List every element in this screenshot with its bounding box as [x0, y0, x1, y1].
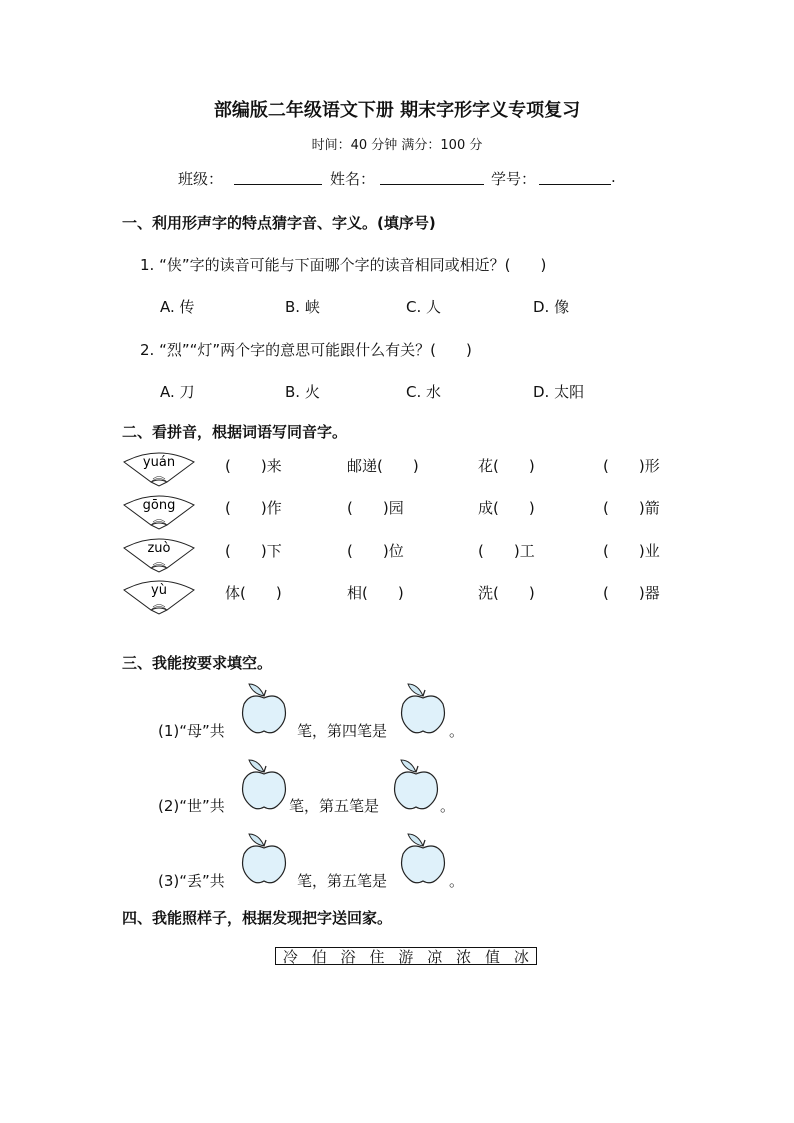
apple-blank-icon[interactable] — [398, 680, 448, 736]
stroke-question-2: (2)“世”共 — [158, 797, 225, 815]
blank-cell[interactable]: 成( ) — [478, 499, 535, 517]
q2-option-b[interactable]: B. 火 — [285, 383, 320, 401]
stroke-question-1-mid: 笔，第四笔是 — [297, 722, 388, 740]
name-field[interactable] — [380, 170, 484, 185]
blank-cell[interactable]: ( )箭 — [603, 499, 660, 517]
char-item: 冰 — [513, 947, 529, 966]
blank-cell[interactable]: ( )器 — [603, 584, 660, 602]
blank-cell[interactable]: 相( ) — [347, 584, 404, 602]
fan-icon — [122, 534, 196, 574]
q2-option-d[interactable]: D. 太阳 — [533, 383, 585, 401]
info-end: . — [611, 168, 616, 186]
section4-heading: 四、我能照样子，根据发现把字送回家。 — [122, 909, 393, 927]
stroke-question-3-end: 。 — [449, 872, 465, 890]
char-item: 冷 — [282, 947, 298, 966]
question-1: 1. “侠”字的读音可能与下面哪个字的读音相同或相近？( ) — [140, 256, 547, 274]
blank-cell[interactable]: ( )园 — [347, 499, 404, 517]
q1-option-a[interactable]: A. 传 — [160, 298, 195, 316]
stroke-question-2-end: 。 — [440, 797, 456, 815]
char-item: 游 — [398, 947, 414, 966]
section3-heading: 三、我能按要求填空。 — [122, 654, 273, 672]
stroke-question-3: (3)“丢”共 — [158, 872, 225, 890]
blank-cell[interactable]: ( )下 — [225, 542, 282, 560]
fan-icon — [122, 448, 196, 488]
exam-time-score: 时间：40 分钟 满分：100 分 — [311, 138, 483, 153]
q1-option-d[interactable]: D. 像 — [533, 298, 570, 316]
blank-cell[interactable]: ( )业 — [603, 542, 660, 560]
blank-cell[interactable]: ( )作 — [225, 499, 282, 517]
blank-cell[interactable]: 洗( ) — [478, 584, 535, 602]
q2-option-a[interactable]: A. 刀 — [160, 383, 195, 401]
class-label: 班级： — [178, 170, 224, 188]
fan-icon — [122, 576, 196, 616]
fan-icon — [122, 491, 196, 531]
blank-cell[interactable]: 体( ) — [225, 584, 282, 602]
id-label: 学号： — [491, 170, 537, 188]
stroke-question-1: (1)“母”共 — [158, 722, 225, 740]
character-box — [275, 947, 537, 965]
char-item: 浴 — [340, 947, 356, 966]
blank-cell[interactable]: ( )来 — [225, 457, 282, 475]
char-item: 凉 — [427, 947, 443, 966]
q1-option-b[interactable]: B. 峡 — [285, 298, 320, 316]
blank-cell[interactable]: ( )位 — [347, 542, 404, 560]
apple-blank-icon[interactable] — [398, 830, 448, 886]
char-item: 住 — [369, 947, 385, 966]
pinyin-label: zuò — [147, 541, 171, 556]
pinyin-label: gōng — [142, 498, 176, 513]
q1-option-c[interactable]: C. 人 — [406, 298, 442, 316]
section1-heading: 一、利用形声字的特点猜字音、字义。(填序号) — [122, 214, 436, 232]
apple-blank-icon[interactable] — [391, 756, 441, 812]
class-field[interactable] — [234, 170, 322, 185]
char-item: 值 — [485, 947, 501, 966]
blank-cell[interactable]: ( )形 — [603, 457, 660, 475]
stroke-question-3-mid: 笔，第五笔是 — [297, 872, 388, 890]
apple-blank-icon[interactable] — [239, 830, 289, 886]
apple-blank-icon[interactable] — [239, 756, 289, 812]
q2-option-c[interactable]: C. 水 — [406, 383, 442, 401]
question-2: 2. “烈”“灯”两个字的意思可能跟什么有关？( ) — [140, 341, 472, 359]
name-label: 姓名： — [330, 170, 376, 188]
blank-cell[interactable]: 花( ) — [478, 457, 535, 475]
char-item: 伯 — [311, 947, 327, 966]
blank-cell[interactable]: ( )工 — [478, 542, 535, 560]
pinyin-label: yuán — [142, 455, 176, 470]
page-title: 部编版二年级语文下册 期末字形字义专项复习 — [213, 100, 581, 121]
stroke-question-1-end: 。 — [449, 722, 465, 740]
id-field[interactable] — [539, 170, 611, 185]
char-item: 浓 — [456, 947, 472, 966]
apple-blank-icon[interactable] — [239, 680, 289, 736]
pinyin-label: yù — [151, 583, 167, 598]
section2-heading: 二、看拼音，根据词语写同音字。 — [122, 423, 348, 441]
stroke-question-2-mid: 笔，第五笔是 — [289, 797, 380, 815]
blank-cell[interactable]: 邮递( ) — [347, 457, 419, 475]
